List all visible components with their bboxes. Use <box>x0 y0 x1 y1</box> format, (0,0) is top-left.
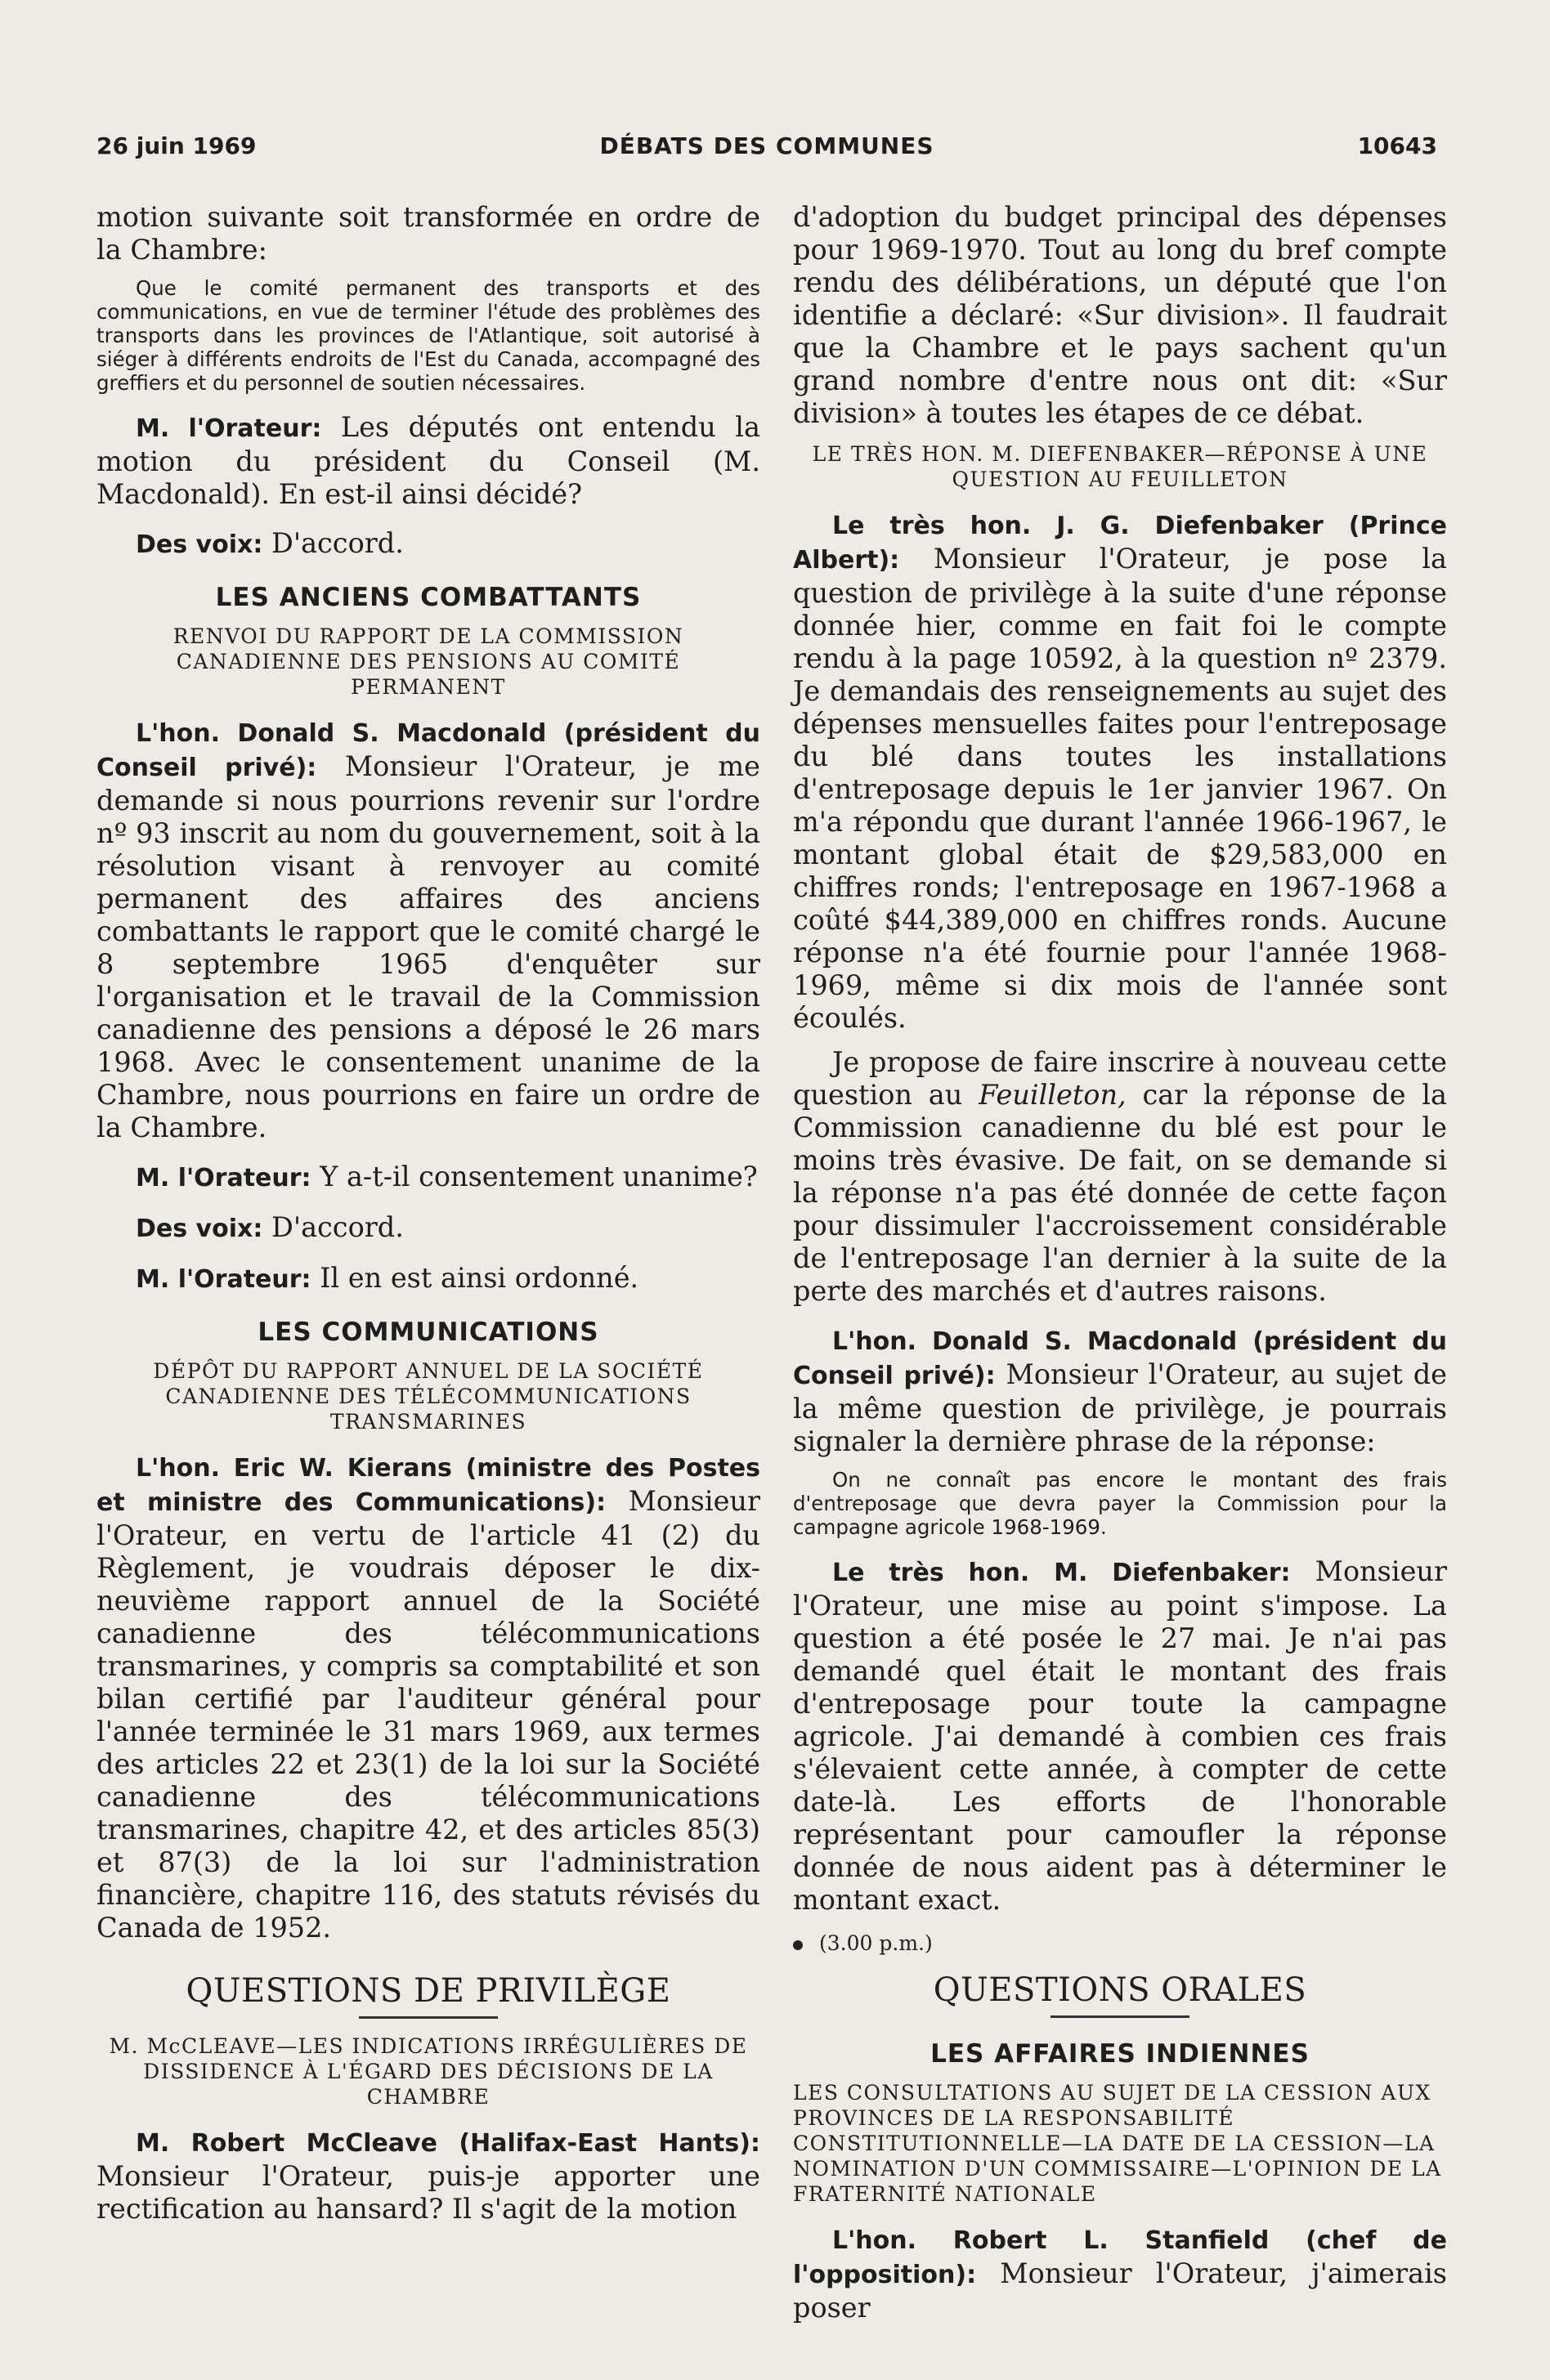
speech-text: Monsieur l'Orateur, j'aimerais poser <box>793 2257 1447 2324</box>
speech-text: Monsieur l'Orateur, puis-je apporter une rectification au hansard? Il s'agit de la motion <box>96 2160 760 2225</box>
paragraph-text: Je propose de faire inscrire à nouveau cette question au <box>793 1046 1447 1111</box>
speech <box>96 716 760 1144</box>
speech-text: Monsieur l'Orateur, je me demande si nous pourrions revenir sur l'ordre nº 93 inscrit au nom du gouvernement, soit à la résolution visant à renvoyer au comité permanent des affaires des anciens combattants le rapport que le comité chargé le 8 septembre 1965 d'enquêter sur l'organisation et le travail de la Commission canadienne des pensions a déposé le 26 mars 1968. Avec le consentement unanime de la Chambre, nous pourrions en faire un ordre de la Chambre. <box>96 750 760 1143</box>
speaker: Des voix: <box>136 1215 263 1243</box>
major-heading: QUESTIONS ORALES <box>933 1971 1307 2009</box>
speech <box>793 1555 1447 1917</box>
section-heading: LES COMMUNICATIONS <box>258 1318 599 1347</box>
speech-text: D'accord. <box>262 527 404 559</box>
right-column <box>793 201 1447 2324</box>
left-column <box>96 201 760 2226</box>
speech <box>793 1324 1447 1458</box>
speech <box>96 1451 760 1944</box>
speaker: L'hon. Eric W. Kierans (ministre des Postes et ministre des Communications): <box>96 1454 760 1517</box>
page-number: 10643 <box>1357 132 1437 159</box>
section-heading: LES ANCIENS COMBATTANTS <box>215 583 642 612</box>
speech <box>96 1262 760 1296</box>
paragraph <box>793 1046 1447 1308</box>
speaker: M. Robert McCleave (Halifax-East Hants): <box>136 2129 760 2158</box>
speech <box>96 411 760 511</box>
speech-text: Y a-t-il consentement unanime? <box>311 1161 758 1192</box>
time-marker <box>793 1931 1447 1955</box>
speech-text: Les députés ont entendu la motion du président du Conseil (M. Macdonald). En est-il ainsi décidé? <box>96 411 760 510</box>
speech-text: Monsieur l'Orateur, je pose la question de privilège à la suite d'une réponse donnée hier, comme en fait foi le compte rendu à la page 10592, à la question nº 2379. Je demandais des renseignements au sujet des dépenses mensuelles faites pour l'entreposage du blé dans toutes les installations d'entreposage depuis le 1er janvier 1967. On m'a répondu que durant l'année 1966-1967, le montant global était de $29,583,000 en chiffres ronds; l'entreposage en 1967-1968 a coûté $44,389,000 en chiffres ronds. Aucune réponse n'a été fournie pour l'année 1968-1969, même si dix mois de l'année sont écoulés. <box>793 543 1447 1034</box>
header-title: DÉBATS DES COMMUNES <box>599 132 934 159</box>
speaker: L'hon. Donald S. Macdonald (président du Conseil privé): <box>793 1327 1447 1390</box>
paragraph-text: car la réponse de la Commission canadienne du blé est pour le moins très évasive. De fait, on se demande si la réponse n'a pas été donnée de cette façon pour dissimuler l'accroissement considérable de l'entreposage l'an dernier à la suite de la perte des marchés et d'autres raisons. <box>793 1079 1447 1307</box>
speech <box>96 1211 760 1246</box>
speech-text: Monsieur l'Orateur, une mise au point s'impose. La question a été posée le 27 mai. Je n'ai pas demandé quel était le montant des frais d'entreposage pour toute la campagne agricole. J'ai demandé à combien ces frais s'élevaient cette année, à compter de cette date-là. Les efforts de l'honorable représentant pour camoufler la réponse donnée de nous aident pas à déterminer le montant exact. <box>793 1555 1448 1916</box>
speech <box>96 1161 760 1195</box>
sub-heading: LES CONSULTATIONS AU SUJET DE LA CESSION AUX PROVINCES DE LA RESPONSABILITÉ CONSTITUTIONNELLE—LA DATE DE LA CESSION—LA NOMINATION D'UN COMMISSAIRE—L'OPINION DE LA FRATERNITÉ NATIONALE <box>793 2081 1442 2206</box>
speaker: Des voix: <box>136 530 263 559</box>
time-text: (3.00 p.m.) <box>819 1931 933 1955</box>
section-heading: LES AFFAIRES INDIENNES <box>930 2039 1310 2069</box>
paragraph: motion suivante soit transformée en ordre de la Chambre: <box>96 201 760 266</box>
speech-text: D'accord. <box>262 1211 404 1243</box>
sub-heading: DÉPÔT DU RAPPORT ANNUEL DE LA SOCIÉTÉ CANADIENNE DES TÉLÉCOMMUNICATIONS TRANSMARINES <box>153 1359 704 1434</box>
speech <box>793 2223 1447 2324</box>
speech <box>96 2126 760 2226</box>
speaker: Le très hon. J. G. Diefenbaker (Prince Albert): <box>793 512 1447 575</box>
speech <box>96 527 760 561</box>
speaker: M. l'Orateur: <box>136 1265 311 1294</box>
sub-heading: M. McCLEAVE—LES INDICATIONS IRRÉGULIÈRES DE DISSIDENCE À L'ÉGARD DES DÉCISIONS DE LA CHAMBRE <box>109 2034 748 2109</box>
speaker: L'hon. Donald S. Macdonald (président du Conseil privé): <box>96 719 760 782</box>
quoted-motion: Que le comité permanent des transports et des communications, en vue de terminer l'étude des problèmes des transports dans les provinces de l'Atlantique, soit autorisé à siéger à différents endroits de l'Est du Canada, accompagné des greffiers et du personnel de soutien nécessaires. <box>96 276 760 395</box>
speaker: Le très hon. M. Diefenbaker: <box>832 1559 1291 1587</box>
major-heading: QUESTIONS DE PRIVILÈGE <box>186 1972 671 2010</box>
header-date: 26 juin 1969 <box>96 132 257 159</box>
paragraph: d'adoption du budget principal des dépenses pour 1969-1970. Tout au long du bref compte rendu des délibérations, un député que l'on identifie a déclaré: «Sur division». Il faudrait que la Chambre et le pays sachent qu'un grand nombre d'entre nous ont dit: «Sur division» à toutes les étapes de ce débat. <box>793 201 1447 429</box>
heading-rule <box>359 2016 498 2019</box>
speech-text: Monsieur l'Orateur, au sujet de la même question de privilège, je pourrais signaler la dernière phrase de la réponse: <box>793 1358 1447 1457</box>
speech-text: Il en est ainsi ordonné. <box>311 1262 639 1294</box>
emphasis: Feuilleton, <box>979 1079 1127 1111</box>
speaker: M. l'Orateur: <box>136 1164 311 1192</box>
quoted-answer: On ne connaît pas encore le montant des frais d'entreposage que devra payer la Commission pour la campagne agricole 1968-1969. <box>793 1468 1447 1539</box>
page-header <box>96 132 1437 173</box>
bullet-icon <box>793 1940 803 1950</box>
speaker: M. l'Orateur: <box>136 414 322 443</box>
heading-rule <box>1051 2015 1189 2018</box>
sub-heading: LE TRÈS HON. M. DIEFENBAKER—RÉPONSE À UNE QUESTION AU FEUILLETON <box>812 442 1428 491</box>
speaker: L'hon. Robert L. Stanfield (chef de l'opposition): <box>793 2226 1447 2289</box>
speech <box>793 508 1447 1035</box>
speech-text: Monsieur l'Orateur, en vertu de l'article 41 (2) du Règlement, je voudrais déposer le dix-neuvième rapport annuel de la Société canadienne des télécommunications transmarines, y compris sa comptabilité et son bilan certifié par l'auditeur général pour l'année terminée le 31 mars 1969, aux termes des articles 22 et 23(1) de la loi sur la Société canadienne des télécommunications transmarines, chapitre 42, et des articles 85(3) et 87(3) de la loi sur l'administration financière, chapitre 116, des statuts révisés du Canada de 1952. <box>96 1485 760 1944</box>
sub-heading: RENVOI DU RAPPORT DE LA COMMISSION CANADIENNE DES PENSIONS AU COMITÉ PERMANENT <box>172 624 684 699</box>
